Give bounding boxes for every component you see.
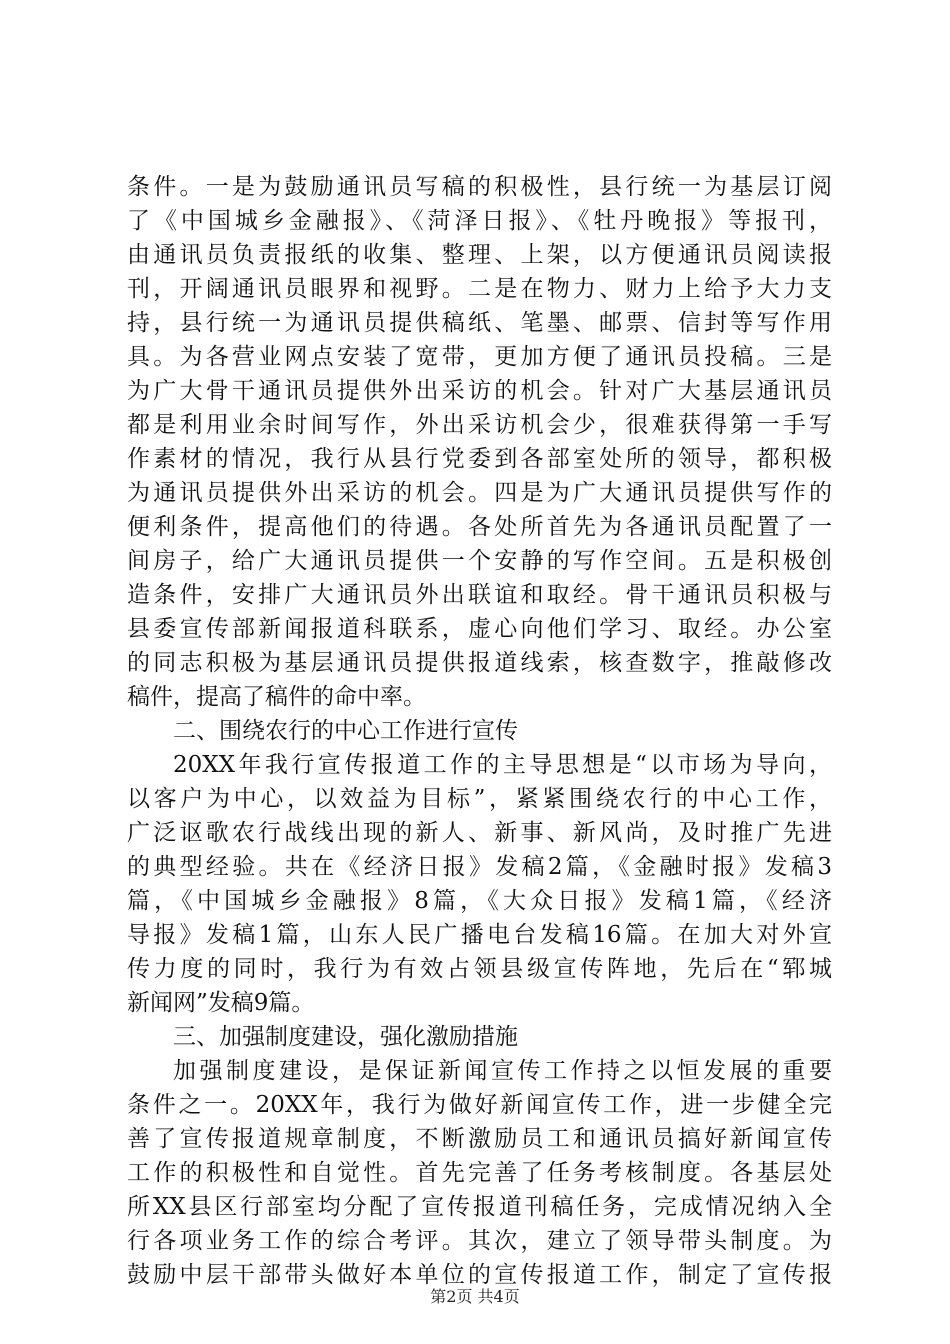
text-line: 加强制度建设，是保证新闻宣传工作持之以恒发展的重要 [173, 1058, 832, 1084]
text-line: 的同志积极为基层通讯员提供报道线索，核查数字，推敲修改 [127, 650, 832, 676]
text-line: 为广大骨干通讯员提供外出采访的机会。针对广大基层通讯员 [127, 378, 832, 404]
text-line: 具。为各营业网点安装了宽带，更加方便了通讯员投稿。三是 [127, 344, 832, 370]
text-line: 20XX年我行宣传报道工作的主导思想是“以市场为导向， [173, 752, 832, 778]
text-line: 刊，开阔通讯员眼界和视野。二是在物力、财力上给予大力支 [127, 276, 832, 302]
section-heading: 二、围绕农行的中心工作进行宣传 [173, 718, 518, 744]
text-line: 持，县行统一为通讯员提供稿纸、笔墨、邮票、信封等写作用 [127, 310, 832, 336]
text-line: 行各项业务工作的综合考评。其次，建立了领导带头制度。为 [127, 1228, 832, 1254]
text-line: 传力度的同时，我行为有效占领县级宣传阵地，先后在“郓城 [127, 956, 832, 982]
text-line: 工作的积极性和自觉性。首先完善了任务考核制度。各基层处 [127, 1160, 832, 1186]
text-line: 县委宣传部新闻报道科联系，虚心向他们学习、取经。办公室 [127, 616, 832, 642]
text-line: 造条件，安排广大通讯员外出联谊和取经。骨干通讯员积极与 [127, 582, 832, 608]
text-line: 的典型经验。共在《经济日报》发稿2篇，《金融时报》发稿3 [127, 854, 832, 880]
text-line: 为通讯员提供外出采访的机会。四是为广大通讯员提供写作的 [127, 480, 832, 506]
text-line: 都是利用业余时间写作，外出采访机会少，很难获得第一手写 [127, 412, 832, 438]
text-line: 条件。一是为鼓励通讯员写稿的积极性，县行统一为基层订阅 [127, 174, 832, 200]
page-number-footer: 第2页 共4页 [430, 1287, 520, 1306]
document-body [127, 170, 832, 1292]
text-line: 间房子，给广大通讯员提供一个安静的写作空间。五是积极创 [127, 548, 832, 574]
section-heading: 三、加强制度建设，强化激励措施 [173, 1024, 518, 1050]
text-line: 篇，《中国城乡金融报》8篇，《大众日报》发稿1篇，《经济 [127, 888, 832, 914]
text-line: 便利条件，提高他们的待遇。各处所首先为各通讯员配置了一 [127, 514, 832, 540]
text-line: 善了宣传报道规章制度，不断激励员工和通讯员搞好新闻宣传 [127, 1126, 832, 1152]
text-line: 新闻网”发稿9篇。 [127, 990, 315, 1016]
text-line: 了《中国城乡金融报》、《菏泽日报》、《牡丹晚报》等报刊， [127, 208, 832, 234]
text-line: 所XX县区行部室均分配了宣传报道刊稿任务，完成情况纳入全 [127, 1194, 832, 1220]
text-line: 以客户为中心，以效益为目标”，紧紧围绕农行的中心工作， [127, 786, 832, 812]
text-line: 鼓励中层干部带头做好本单位的宣传报道工作，制定了宣传报 [127, 1262, 832, 1288]
text-line: 条件之一。20XX年，我行为做好新闻宣传工作，进一步健全完 [127, 1092, 832, 1118]
text-line: 广泛讴歌农行战线出现的新人、新事、新风尚，及时推广先进 [127, 820, 832, 846]
text-line: 作素材的情况，我行从县行党委到各部室处所的领导，都积极 [127, 446, 832, 472]
text-line: 导报》发稿1篇，山东人民广播电台发稿16篇。在加大对外宣 [127, 922, 832, 948]
text-line: 稿件，提高了稿件的命中率。 [127, 684, 426, 710]
text-line: 由通讯员负责报纸的收集、整理、上架，以方便通讯员阅读报 [127, 242, 832, 268]
